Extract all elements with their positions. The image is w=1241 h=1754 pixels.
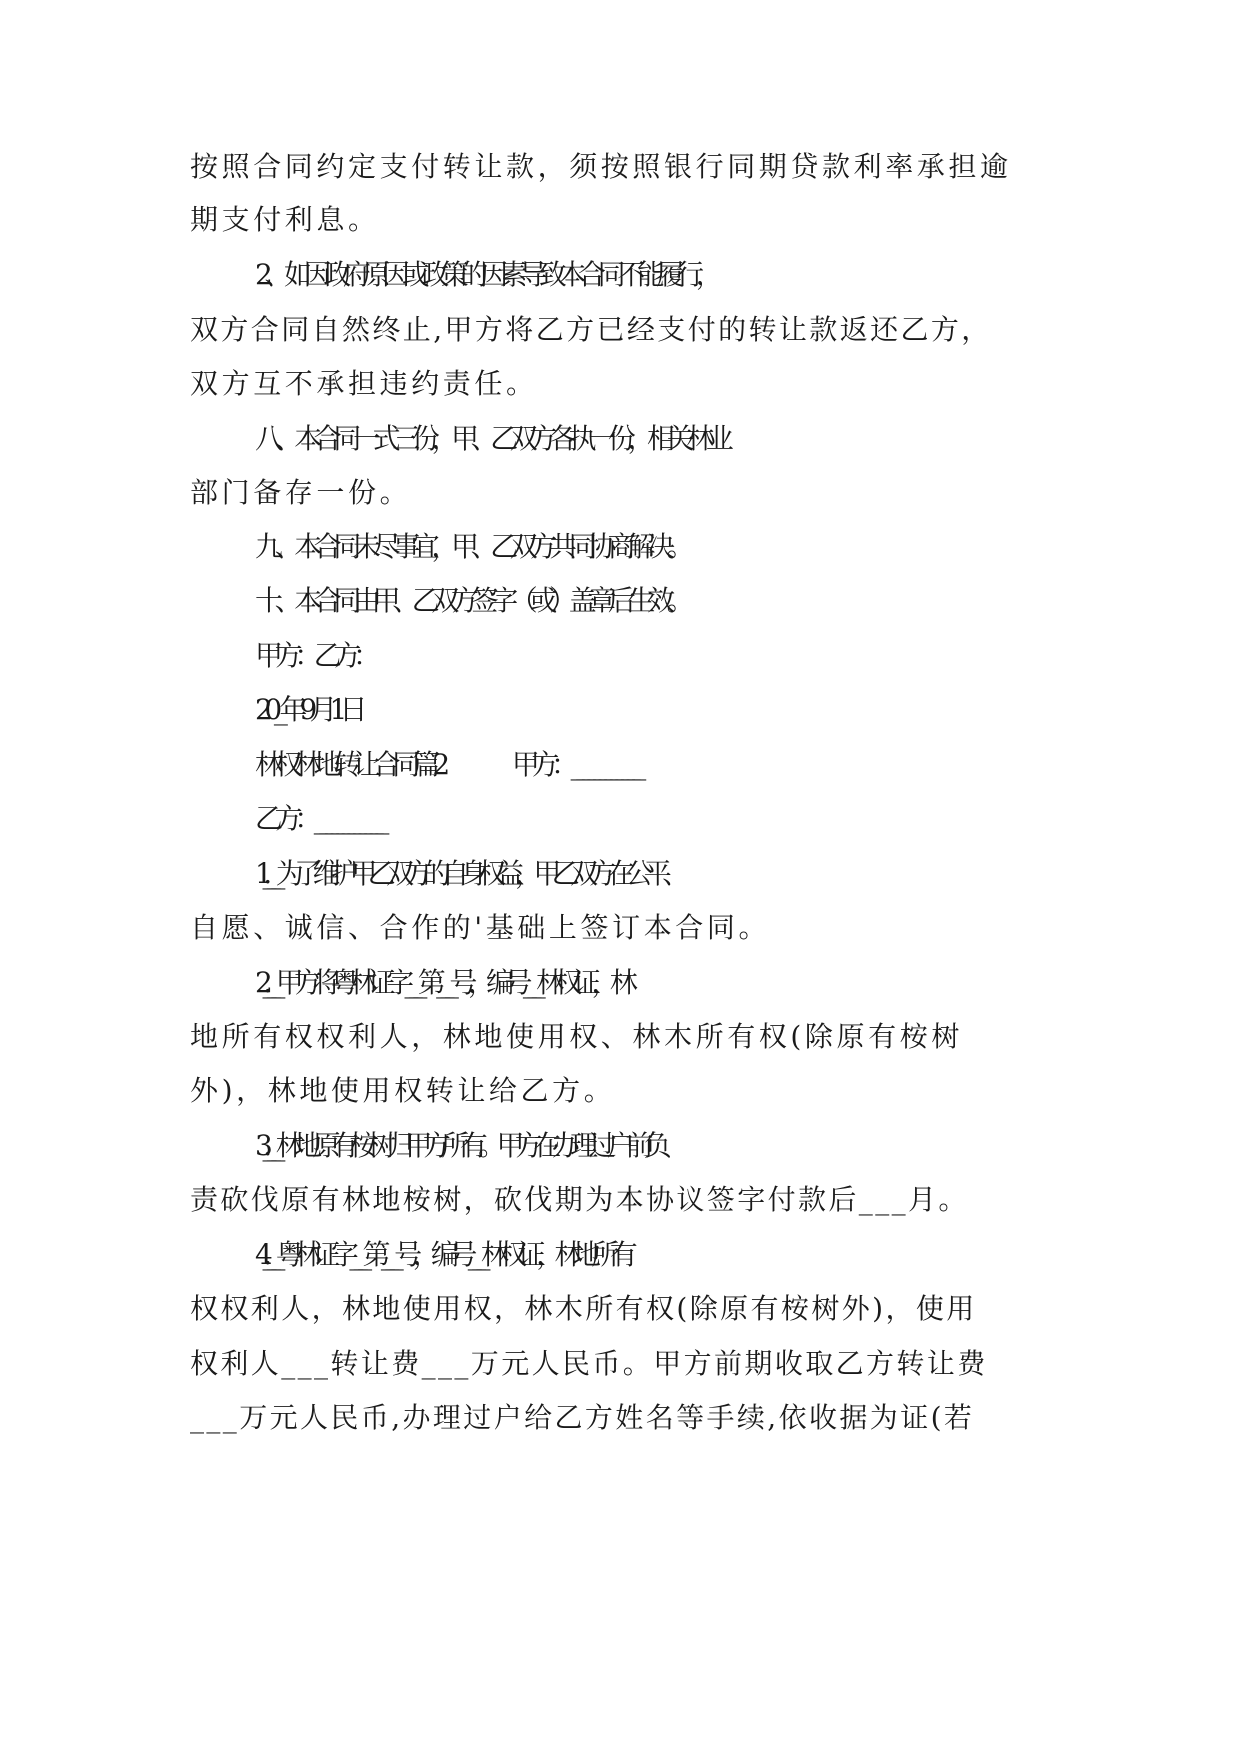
text-line: 责砍伐原有林地桉树，砍伐期为本协议签字付款后___月。 (190, 1183, 969, 1216)
text-line: 九、本合同未尽事宜，甲、乙双方共同协商解决。 (255, 530, 687, 563)
contract-section-title: 林权林地转让合同 篇 2 (255, 748, 442, 781)
text-line: 自愿、诚信、合作的'基础上签订本合同。 (190, 911, 771, 944)
text-line: 期支付利息。 (190, 203, 380, 236)
text-line: ___万元人民币,办理过户给乙方姓名等手续,依收据为证(若 (190, 1401, 975, 1434)
text-line: 双方合同自然终止,甲方将乙方已经支付的转让款返还乙方， (190, 313, 992, 346)
party-a-field: 甲方：____________ (511, 748, 638, 781)
party-b-field: 乙方：____________ (255, 802, 382, 835)
text-line: 外)，林地使用权转让给乙方。 (190, 1074, 616, 1107)
text-line: 十、本合同由甲、乙双方签字（或）盖章后生效。 (255, 584, 687, 617)
text-line: 4.___粤林证字___第___号，编号___林权证，林地所有 (255, 1238, 629, 1271)
text-line: 部门备存一份。 (190, 476, 412, 509)
signature-parties: 甲方：乙方： (255, 639, 373, 672)
text-line: 3.___林地原有桉树归甲方所有。甲方在办理过户前负 (255, 1129, 663, 1162)
text-line: 八、本合同一式三份，甲、乙双方各执一份，相关林业 (255, 422, 726, 455)
text-line: 1.___为了维护甲乙双方的自身权益，甲乙双方在公平、 (255, 857, 681, 890)
contract-date: 20_年 9 月 1 日 (255, 693, 360, 726)
text-line: 2、如因政府原因或政策的因素导致本合同不能履行， (255, 258, 716, 291)
text-line: 双方互不承担违约责任。 (190, 367, 538, 400)
text-line: 权权利人，林地使用权，林木所有权(除原有桉树外)，使用 (190, 1292, 977, 1325)
text-line: 2.___甲方将粤林证字___第___号，编号___林权证，林 (255, 966, 629, 999)
section-heading-row (255, 745, 1135, 785)
text-line: 按照合同约定支付转让款，须按照银行同期贷款利率承担逾 (190, 150, 1012, 183)
text-line: 权利人___转让费___万元人民币。甲方前期收取乙方转让费 (190, 1347, 988, 1380)
text-line: 地所有权权利人，林地使用权、林木所有权(除原有桉树 (190, 1020, 963, 1053)
